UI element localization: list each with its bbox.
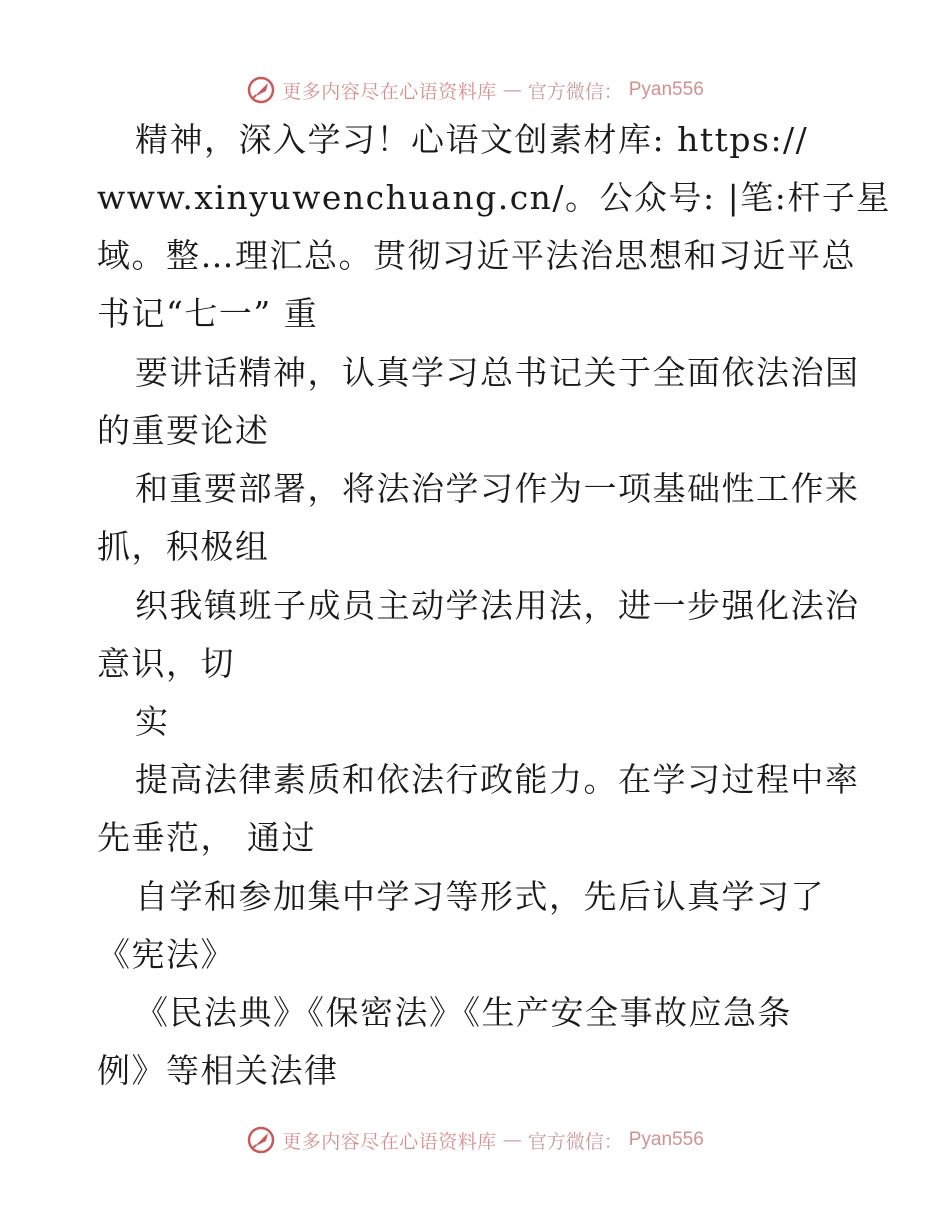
banner-wechat-id: Pyan556 bbox=[628, 1129, 704, 1150]
body-line-14: 自学和参加集中学习等形式，先后认真学习了 bbox=[135, 877, 825, 916]
banner-slogan: 更多内容尽在心语资料库 bbox=[282, 1130, 497, 1153]
body-line-11: 实 bbox=[135, 702, 170, 741]
banner-separator: — bbox=[502, 79, 522, 101]
banner-wechat-id: Pyan556 bbox=[628, 79, 704, 100]
body-line-15: 《宪法》 bbox=[97, 935, 235, 974]
banner-slogan: 更多内容尽在心语资料库 bbox=[282, 80, 497, 103]
header-watermark-banner bbox=[0, 70, 950, 110]
body-line-12: 提高法律素质和依法行政能力。在学习过程中率 bbox=[135, 760, 860, 799]
body-line-10: 意识，切 bbox=[97, 644, 235, 683]
body-line-2: www.xinyuwenchuang.cn/。公众号: |笔:杆子星 bbox=[97, 178, 891, 217]
banner-wechat-label: 官方微信： bbox=[527, 80, 623, 103]
body-line-17: 例》等相关法律 bbox=[97, 1051, 339, 1090]
body-line-6: 的重要论述 bbox=[97, 411, 270, 450]
body-line-13: 先垂范， 通过 bbox=[97, 818, 316, 857]
banner-wechat-label: 官方微信： bbox=[527, 1130, 623, 1153]
body-line-7: 和重要部署，将法治学习作为一项基础性工作来 bbox=[135, 469, 860, 508]
body-line-3: 域。整…理汇总。贯彻习近平法治思想和习近平总 bbox=[97, 236, 856, 275]
feather-pen-logo-icon bbox=[246, 75, 276, 105]
body-line-16: 《民法典》《保密法》《生产安全事故应急条 bbox=[135, 993, 792, 1032]
body-line-5: 要讲话精神，认真学习总书记关于全面依法治国 bbox=[135, 353, 860, 392]
body-line-9: 织我镇班子成员主动学法用法，进一步强化法治 bbox=[135, 586, 860, 625]
body-line-8: 抓，积极组 bbox=[97, 527, 270, 566]
feather-pen-logo-icon bbox=[246, 1125, 276, 1155]
footer-watermark-banner bbox=[0, 1120, 950, 1160]
body-line-1: 精神，深入学习！心语文创素材库: https:// bbox=[135, 120, 809, 159]
body-line-4: 书记“七一” 重 bbox=[97, 294, 319, 333]
banner-separator: — bbox=[502, 1129, 522, 1151]
